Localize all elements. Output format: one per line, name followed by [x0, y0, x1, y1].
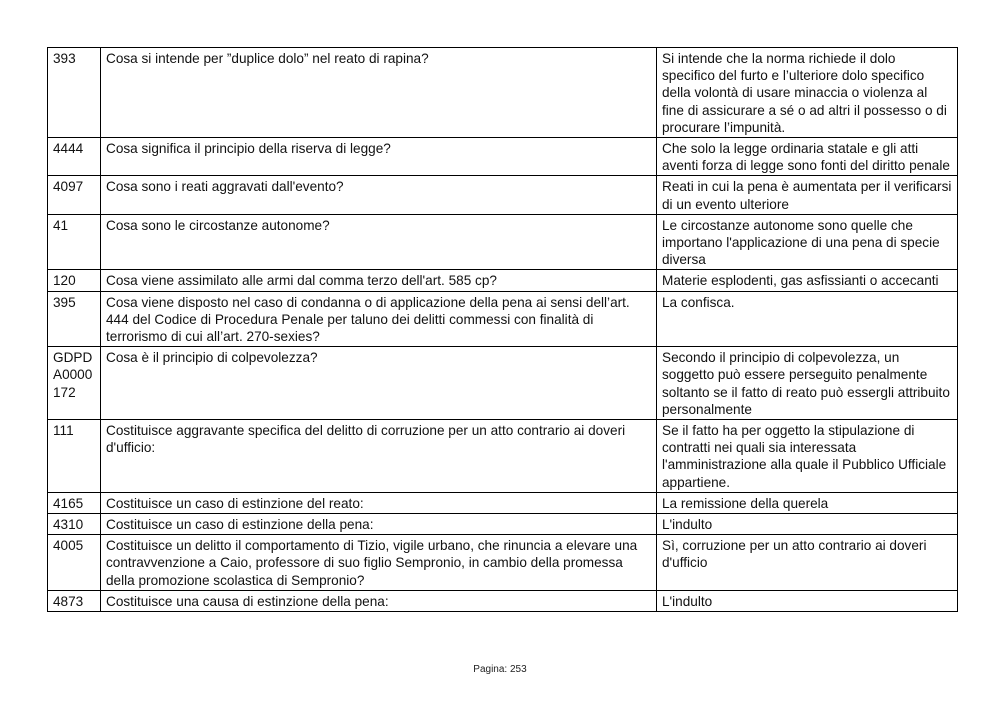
question-id: 4165: [48, 492, 101, 513]
answer-text: L'indulto: [657, 590, 958, 611]
table-row: [48, 270, 958, 291]
answer-text: La remissione della querela: [657, 492, 958, 513]
question-id: 4005: [48, 535, 101, 591]
answer-text: Reati in cui la pena è aumentata per il verificarsi di un evento ulteriore: [657, 176, 958, 214]
question-id: 4310: [48, 514, 101, 535]
answer-text: L'indulto: [657, 514, 958, 535]
question-id: 393: [48, 48, 101, 138]
question-id: 4444: [48, 138, 101, 176]
question-id: 111: [48, 420, 101, 493]
question-text: Costituisce un caso di estinzione del reato:: [101, 492, 657, 513]
table-row: [48, 347, 958, 420]
table-row: [48, 214, 958, 270]
question-text: Cosa si intende per ”duplice dolo” nel reato di rapina?: [101, 48, 657, 138]
table-row: [48, 176, 958, 214]
answer-text: Se il fatto ha per oggetto la stipulazione di contratti nei quali sia interessata l'amministrazione alla quale il Pubblico Ufficiale appartiene.: [657, 420, 958, 493]
answer-text: Secondo il principio di colpevolezza, un soggetto può essere perseguito penalmente soltanto se il fatto di reato può essergli attribuito personalmente: [657, 347, 958, 420]
question-id: 4873: [48, 590, 101, 611]
question-id: 4097: [48, 176, 101, 214]
question-text: Cosa viene assimilato alle armi dal comma terzo dell'art. 585 cp?: [101, 270, 657, 291]
answer-text: Che solo la legge ordinaria statale e gli atti aventi forza di legge sono fonti del diritto penale: [657, 138, 958, 176]
table-row: [48, 492, 958, 513]
question-id: 120: [48, 270, 101, 291]
question-id: 395: [48, 291, 101, 347]
question-text: Costituisce una causa di estinzione della pena:: [101, 590, 657, 611]
answer-text: Si intende che la norma richiede il dolo specifico del furto e l’ulteriore dolo specifico della volontà di usare minaccia o violenza al fine di assicurare a sé o ad altri il possesso o di procurare l’impunità.: [657, 48, 958, 138]
table-row: [48, 535, 958, 591]
answer-text: La confisca.: [657, 291, 958, 347]
question-text: Cosa sono i reati aggravati dall'evento?: [101, 176, 657, 214]
table-row: [48, 48, 958, 138]
table-row: [48, 514, 958, 535]
answer-text: Le circostanze autonome sono quelle che importano l'applicazione di una pena di specie diversa: [657, 214, 958, 270]
answer-text: Materie esplodenti, gas asfissianti o accecanti: [657, 270, 958, 291]
table-row: [48, 590, 958, 611]
answer-text: Sì, corruzione per un atto contrario ai doveri d'ufficio: [657, 535, 958, 591]
question-text: Cosa sono le circostanze autonome?: [101, 214, 657, 270]
table-row: [48, 291, 958, 347]
question-id: GDPDA0000172: [48, 347, 101, 420]
question-text: Cosa è il principio di colpevolezza?: [101, 347, 657, 420]
question-text: Cosa significa il principio della riserva di legge?: [101, 138, 657, 176]
question-text: Costituisce un caso di estinzione della pena:: [101, 514, 657, 535]
question-id: 41: [48, 214, 101, 270]
table-row: [48, 138, 958, 176]
table-row: [48, 420, 958, 493]
page-number: Pagina: 253: [473, 664, 527, 675]
questions-table: [47, 47, 958, 612]
question-text: Cosa viene disposto nel caso di condanna o di applicazione della pena ai sensi dell’art. 444 del Codice di Procedura Penale per taluno dei delitti commessi con finalità di terrorismo di cui all’art. 270-sexies?: [101, 291, 657, 347]
question-text: Costituisce un delitto il comportamento di Tizio, vigile urbano, che rinuncia a elevare una contravvenzione a Caio, professore di suo figlio Sempronio, in cambio della promessa della promozione scolastica di Sempronio?: [101, 535, 657, 591]
question-text: Costituisce aggravante specifica del delitto di corruzione per un atto contrario ai doveri d'ufficio:: [101, 420, 657, 493]
